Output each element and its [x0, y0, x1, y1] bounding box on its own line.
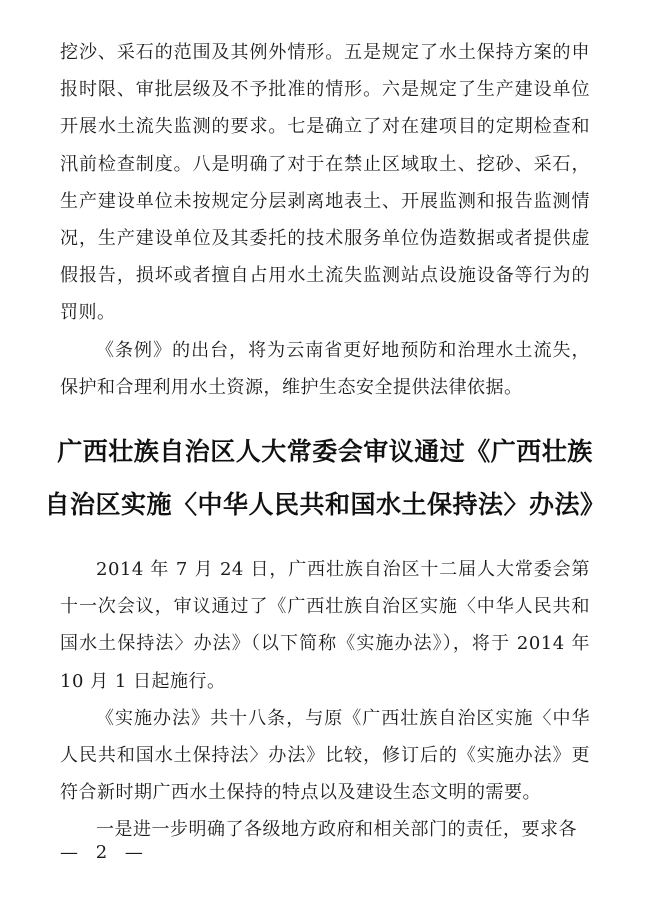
article-paragraph-1: 2014 年 7 月 24 日，广西壮族自治区十二届人大常委会第十一次会议，审议通过了《广西壮族自治区实施〈中华人民共和国水土保持法〉办法》（以下简称《实施办法》），将于 2014 年 10 月 1 日起施行。 — [60, 559, 590, 692]
top-section — [60, 34, 590, 406]
article-body — [60, 551, 590, 849]
article-title — [40, 425, 610, 531]
page-number: — 2 — — [60, 842, 149, 863]
article-title-line-2: 自治区实施〈中华人民共和国水土保持法〉办法》 — [44, 490, 606, 519]
article-paragraph-2: 《实施办法》共十八条，与原《广西壮族自治区实施〈中华人民共和国水土保持法〉办法》比较，修订后的《实施办法》更符合新时期广西水土保持的特点以及建设生态文明的需要。 — [60, 707, 590, 804]
article-paragraph-3: 一是进一步明确了各级地方政府和相关部门的责任，要求各 — [96, 819, 577, 841]
top-paragraph-conclusion: 《条例》的出台，将为云南省更好地预防和治理水土流失，保护和合理利用水土资源，维护生态安全提供法律依据。 — [60, 339, 590, 398]
article-title-line-1: 广西壮族自治区人大常委会审议通过《广西壮族 — [57, 437, 593, 466]
top-paragraph-continued: 挖沙、采石的范围及其例外情形。五是规定了水土保持方案的申报时限、审批层级及不予批准的情形。六是规定了生产建设单位开展水土流失监测的要求。七是确立了对在建项目的定期检查和汛前检查制度。八是明确了对于在禁止区域取土、挖砂、采石，生产建设单位未按规定分层剥离地表土、开展监测和报告监测情况，生产建设单位及其委托的技术服务单位伪造数据或者提供虚假报告，损坏或者擅自占用水土流失监测站点设施设备等行为的罚则。 — [60, 42, 590, 324]
